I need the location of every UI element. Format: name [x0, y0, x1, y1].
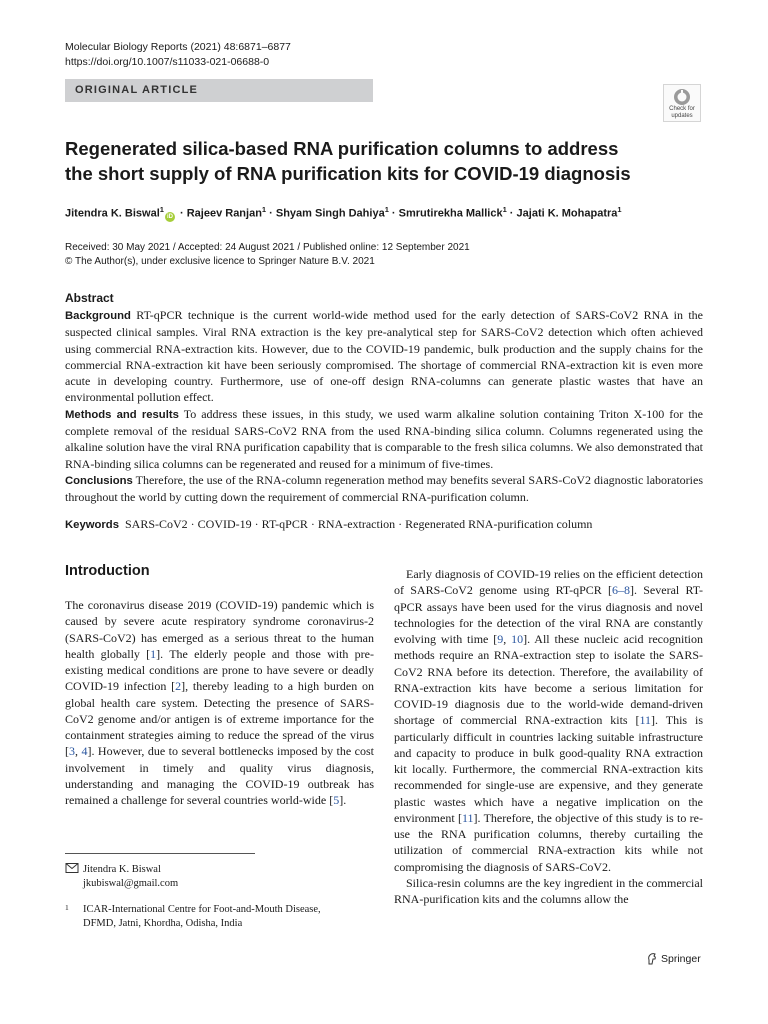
author-affiliation-sup: 1: [617, 205, 622, 214]
citation-link[interactable]: 11: [461, 810, 474, 825]
publisher-name: Springer: [661, 952, 701, 965]
journal-header: [65, 40, 291, 70]
body-text: Early diagnosis of COVID-19 relies on the efficient detection of SARS-CoV2 genome using RT-qPCR [: [394, 567, 703, 598]
citation-link[interactable]: 3: [69, 744, 75, 759]
corresponding-email[interactable]: jkubiswal@gmail.com: [83, 877, 179, 889]
affiliation-line-1: ICAR-International Centre for Foot-and-Mouth Disease,: [83, 904, 321, 915]
abstract-methods: [65, 406, 703, 472]
intro-paragraph-2: [394, 566, 703, 875]
background-text: RT-qPCR technique is the current world-wide method used for the early detection of SARS-CoV2 RNA in the suspected clinical samples. Viral RNA extraction is the key pre-analytical step for SARS-CoV2 detection which often achieved using commercial RNA-extraction kits. However, due to the COVID-19 pandemic, bulk production and the supply chains for the commercial RNA-extraction kit have been seriously compromised. The shortage of commercial RNA-extraction kit is even more acute in developing country. Furthermore, use of one-off design RNA-columns can generate plastic wastes that have an environmental pollution effect.: [65, 308, 704, 405]
author-separator: ·: [506, 207, 517, 220]
article-type-bar: ORIGINAL ARTICLE: [65, 79, 373, 102]
body-text: ]. However, due to several bottlenecks imposed by the cost involvement in timely and quality virus diagnosis, understanding and managing the COVID-19 outbreak has remained a challenge for several countries world-wide [: [65, 744, 375, 807]
abstract-heading: Abstract: [65, 291, 114, 305]
affiliation-footnote: [65, 903, 373, 930]
doi-link[interactable]: https://doi.org/10.1007/s11033-021-06688-0: [65, 56, 270, 68]
body-text: ]. All these nucleic acid recognition methods require an RNA-extraction step to isolate the SARS-CoV2 RNA before its detection. Therefore, the availability of RNA-extraction kits have become a serious limitation for COVID-19 diagnosis due to the world-wide demand-driven shortage of commercial RNA-extraction kits [: [394, 632, 703, 728]
article-title: [65, 136, 705, 186]
body-text: ,: [503, 632, 512, 646]
abstract-conclusions: [65, 472, 703, 506]
publisher-logo: [646, 952, 701, 965]
orcid-icon[interactable]: iD: [166, 213, 173, 220]
author-name[interactable]: Smrutirekha Mallick: [398, 207, 503, 220]
check-badge-text-2: updates: [671, 112, 693, 119]
check-updates-icon: [673, 88, 691, 106]
keywords: [65, 516, 705, 533]
abstract-body: [65, 307, 703, 506]
background-label: Background: [65, 310, 131, 322]
title-line-2: the short supply of RNA purification kits for COVID-19 diagnosis: [65, 163, 631, 184]
citation-link[interactable]: 6–8: [612, 583, 631, 598]
author-name[interactable]: Jajati K. Mohapatra: [516, 207, 618, 220]
envelope-icon: [65, 863, 79, 873]
journal-citation: Molecular Biology Reports (2021) 48:6871–6877: [65, 41, 291, 53]
footnote-divider: [65, 853, 255, 854]
intro-paragraph-1: [65, 597, 374, 808]
keywords-text: SARS-CoV2 · COVID-19 · RT-qPCR · RNA-extraction · Regenerated RNA-purification column: [125, 517, 593, 531]
body-text: The coronavirus disease 2019 (COVID-19) pandemic which is caused by severe acute respiratory syndrome coronavirus-2 (SARS-CoV2) has emerged as a serious threat to the human health globally [: [65, 598, 374, 661]
body-text: ]. The elderly people and those with pre-existing medical conditions are prone to have severe or deadly COVID-19 infection [: [65, 646, 374, 694]
citation-link[interactable]: 11: [639, 713, 652, 728]
citation-link[interactable]: 1: [150, 646, 157, 661]
author-separator: ·: [388, 207, 399, 220]
conclusions-text: Therefore, the use of the RNA-column regeneration method may benefits several SARS-CoV2 diagnostic laboratories throughout the world by cutting down the requirement of commercial RNA-purification column.: [65, 472, 703, 505]
citation-link[interactable]: 5: [333, 793, 340, 807]
check-badge-text-1: Check for: [669, 106, 695, 112]
citation-link[interactable]: 4: [81, 744, 88, 759]
author-separator: ·: [176, 207, 187, 220]
affiliation-line-2: DFMD, Jatni, Khordha, Odisha, India: [83, 917, 243, 929]
citation-link[interactable]: 9: [497, 632, 504, 646]
check-for-updates-badge[interactable]: [663, 84, 701, 122]
author-name[interactable]: Shyam Singh Dahiya: [275, 207, 385, 220]
body-text: ], thereby leading to a high burden on global health care system. Detecting the presence of SARS-CoV2 genome and/or antigen is of extreme importance for the containment strategies aiming to reduce the spread of the virus [: [65, 679, 374, 759]
author-name[interactable]: Rajeev Ranjan: [186, 207, 262, 220]
intro-paragraph-3: Silica-resin columns are the key ingredient in the commercial RNA-purification kits and the columns allow the: [394, 875, 703, 906]
methods-label: Methods and results: [65, 408, 179, 421]
affiliation-number: 1: [65, 903, 69, 912]
left-column: [65, 597, 374, 808]
copyright-line: © The Author(s), under exclusive licence to Springer Nature B.V. 2021: [65, 256, 375, 267]
body-text: ]. Several RT-qPCR assays have been used for the virus diagnosis and novel technologies for the detection of the viral RNA are constantly evolving with time [: [394, 583, 703, 646]
citation-link[interactable]: 10: [511, 632, 524, 646]
date-history: Received: 30 May 2021 / Accepted: 24 August 2021 / Published online: 12 September 2021: [65, 242, 470, 253]
author-name[interactable]: Jitendra K. Biswal: [65, 207, 160, 220]
body-text: ,: [75, 744, 82, 759]
body-text: ].: [339, 793, 347, 807]
author-affiliation-sup: 1: [159, 205, 164, 214]
body-text: ]. Therefore, the objective of this study is to re-use the RNA purification columns, thereby curtailing the utilization of commercial RNA-extraction kits while not compromising the diagnosis of SARS-CoV2.: [394, 810, 703, 874]
author-affiliation-sup: 1: [502, 205, 507, 214]
keywords-label: Keywords: [65, 519, 119, 531]
author-affiliation-sup: 1: [261, 205, 267, 214]
author-affiliation-sup: 1: [384, 205, 389, 214]
author-list: [65, 202, 725, 222]
title-line-1: Regenerated silica-based RNA purification columns to address: [65, 138, 619, 159]
corresponding-name: Jitendra K. Biswal: [83, 864, 161, 875]
right-column: [394, 566, 703, 907]
abstract-background: [65, 307, 703, 406]
methods-text: To address these issues, in this study, we used warm alkaline solution containing Triton X-100 for the complete removal of the residual SARS-CoV2 RNA from the used RNA-binding silica column. Columns regenerated using the alkaline solution have the viral RNA purification capability that is comparable to the fresh silica columns. We also demonstrated that RNA-binding silica columns can be regenerated and reused for a minimum of five-times.: [65, 406, 703, 471]
introduction-heading: Introduction: [65, 563, 150, 579]
publication-dates: [65, 241, 470, 269]
conclusions-label: Conclusions: [65, 474, 133, 487]
corresponding-author: [65, 863, 178, 890]
author-separator: ·: [266, 207, 276, 220]
body-text: ]. This is particularly difficult in countries lacking suitable infrastructure and capacity to produce in bulk good-quality RNA extraction kit locally. Furthermore, the commercial RNA-extraction kits recommended for single-use are expensive, and they generate plastic wastes which have a negative implication on the environment [: [394, 713, 703, 825]
springer-horse-icon: [646, 952, 658, 965]
citation-link[interactable]: 2: [175, 679, 182, 694]
